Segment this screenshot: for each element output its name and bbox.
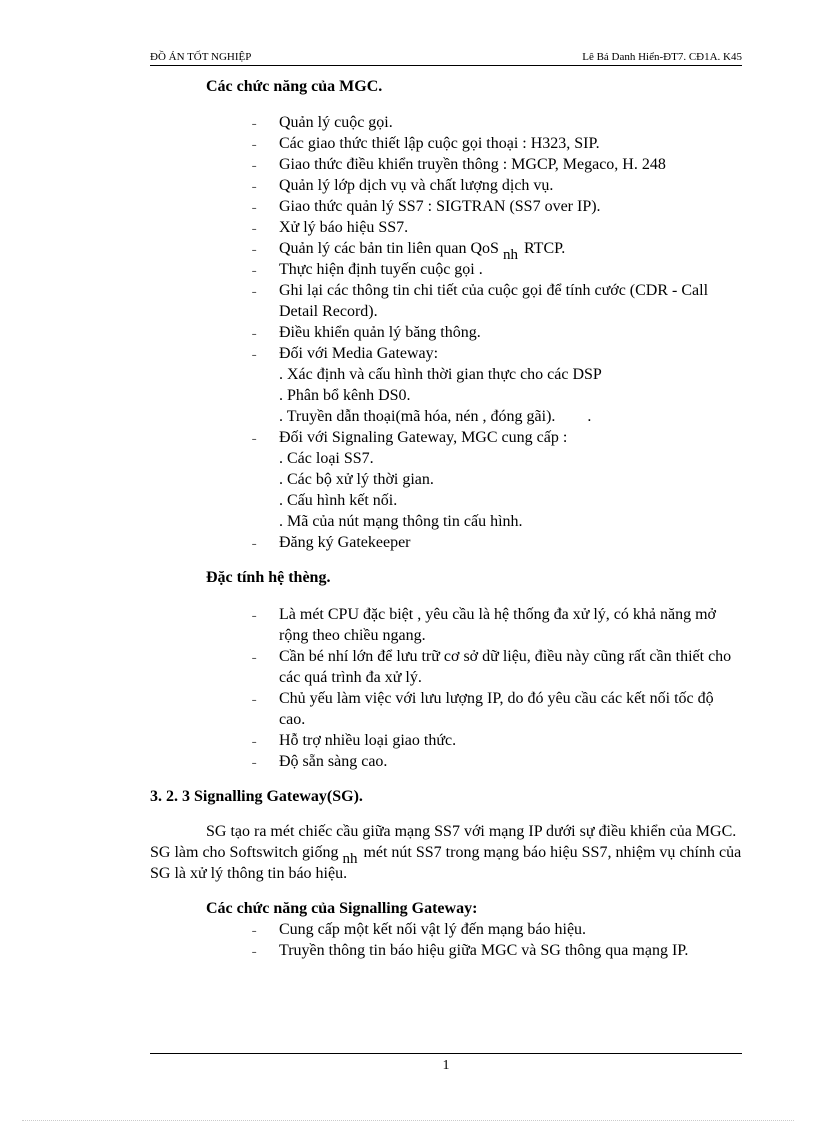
list-item: ˗ Chủ yếu làm việc với lưu lượng IP, do đó yêu cầu các kết nối tốc độ cao.	[252, 690, 714, 728]
signaling-gateway-sub-1: . Các loại SS7.	[279, 450, 374, 467]
list-item: ˗ Xử lý báo hiệu SS7.	[252, 219, 409, 236]
dash-bullet: ˗	[252, 649, 257, 664]
dash-bullet: ˗	[252, 430, 257, 445]
list-item: ˗ Quản lý cuộc gọi.	[252, 114, 393, 131]
gatekeeper-list	[150, 532, 742, 553]
section-sg-heading: 3. 2. 3 Signalling Gateway(SG).	[150, 788, 363, 805]
dash-bullet: ˗	[252, 178, 257, 193]
dash-bullet: ˗	[252, 262, 257, 277]
signaling-gateway-list	[150, 427, 742, 448]
section-sg-paragraph: SG tạo ra mét chiếc cầu giữa mạng SS7 với mạng IP dưới sự điều khiển của MGC. SG làm cho Softswitch giống $_{nh}$ mét nút SS7 trong mạng báo hiệu SS7, nhiệm vụ chính của SG là xử lý thông tin báo hiệu.	[150, 823, 742, 882]
list-item: ˗ Độ sẵn sàng cao.	[252, 753, 388, 770]
list-item: ˗ Cần bé nhí lớn để lưu trữ cơ sở dữ liệu, điều này cũng rất cần thiết cho các quá trình đa xử lý.	[252, 648, 732, 686]
signaling-gateway-sub-2: . Các bộ xử lý thời gian.	[279, 471, 434, 488]
dash-bullet: ˗	[252, 241, 257, 256]
list-item: ˗ Điều khiển quản lý băng thông.	[252, 324, 481, 341]
dash-bullet: ˗	[252, 283, 257, 298]
signaling-gateway-sub-4: . Mã của nút mạng thông tin cấu hình.	[279, 513, 523, 530]
list-item: ˗ Ghi lại các thông tin chi tiết của cuộc gọi để tính cước (CDR - Call Detail Record).	[252, 282, 709, 320]
dash-bullet: ˗	[252, 115, 257, 130]
dash-bullet: ˗	[252, 754, 257, 769]
list-item: ˗ Giao thức quản lý SS7 : SIGTRAN (SS7 over IP).	[252, 198, 601, 215]
dash-bullet: ˗	[252, 733, 257, 748]
page-number: 1	[442, 1058, 450, 1073]
dash-bullet: ˗	[252, 922, 257, 937]
dash-bullet: ˗	[252, 691, 257, 706]
list-item: ˗ Là mét CPU đặc biệt , yêu cầu là hệ thống đa xử lý, có khả năng mở rộng theo chiều ngang.	[252, 606, 717, 644]
header-title: ĐỒ ÁN TỐT NGHIỆP	[150, 51, 252, 63]
list-item-signaling-gateway: ˗ Đối với Signaling Gateway, MGC cung cấp :	[252, 429, 568, 446]
media-gateway-sub-1: . Xác định và cấu hình thời gian thực cho các DSP	[279, 366, 602, 383]
list-item: ˗ Cung cấp một kết nối vật lý đến mạng báo hiệu.	[252, 921, 587, 938]
media-gateway-sub-3: . Truyền dẫn thoại(mã hóa, nén , đóng gãi). .	[279, 408, 592, 425]
list-item: ˗ Các giao thức thiết lập cuộc gọi thoại : H323, SIP.	[252, 135, 600, 152]
system-features-list	[150, 604, 742, 772]
list-item: ˗ Truyền thông tin báo hiệu giữa MGC và SG thông qua mạng IP.	[252, 942, 689, 959]
dash-bullet: ˗	[252, 157, 257, 172]
sg-functions-list	[150, 919, 742, 961]
mgc-functions-heading: Các chức năng của MGC.	[206, 78, 383, 95]
media-gateway-sub-2: . Phân bổ kênh DS0.	[279, 387, 411, 404]
page-header	[150, 50, 742, 66]
dash-bullet: ˗	[252, 346, 257, 361]
system-features-heading: Đặc tính hệ thèng.	[206, 569, 331, 586]
list-item: ˗ Thực hiện định tuyến cuộc gọi .	[252, 261, 483, 278]
list-item: ˗ Hỗ trợ nhiều loại giao thức.	[252, 732, 457, 749]
sg-functions-heading: Các chức năng của Signalling Gateway:	[206, 900, 478, 917]
dash-bullet: ˗	[252, 325, 257, 340]
dash-bullet: ˗	[252, 943, 257, 958]
list-item: ˗ Giao thức điều khiển truyền thông : MGCP, Megaco, H. 248	[252, 156, 666, 173]
page-bottom-divider	[22, 1120, 794, 1121]
dash-bullet: ˗	[252, 136, 257, 151]
list-item-gatekeeper: ˗ Đăng ký Gatekeeper	[252, 534, 411, 551]
dash-bullet: ˗	[252, 607, 257, 622]
header-author: Lê Bá Danh Hiển-ĐT7. CĐ1A. K45	[582, 51, 742, 63]
list-item-qos: ˗ Quản lý các bản tin liên quan QoS $_{nh}$ RTCP.	[252, 240, 566, 263]
dash-bullet: ˗	[252, 535, 257, 550]
mgc-functions-list	[150, 112, 742, 364]
page-footer	[150, 1053, 742, 1074]
dash-bullet: ˗	[252, 220, 257, 235]
list-item-media-gateway: ˗ Đối với Media Gateway:	[252, 345, 439, 362]
signaling-gateway-sub-3: . Cấu hình kết nối.	[279, 492, 398, 509]
dash-bullet: ˗	[252, 199, 257, 214]
page-content	[150, 72, 742, 961]
list-item: ˗ Quản lý lớp dịch vụ và chất lượng dịch vụ.	[252, 177, 554, 194]
